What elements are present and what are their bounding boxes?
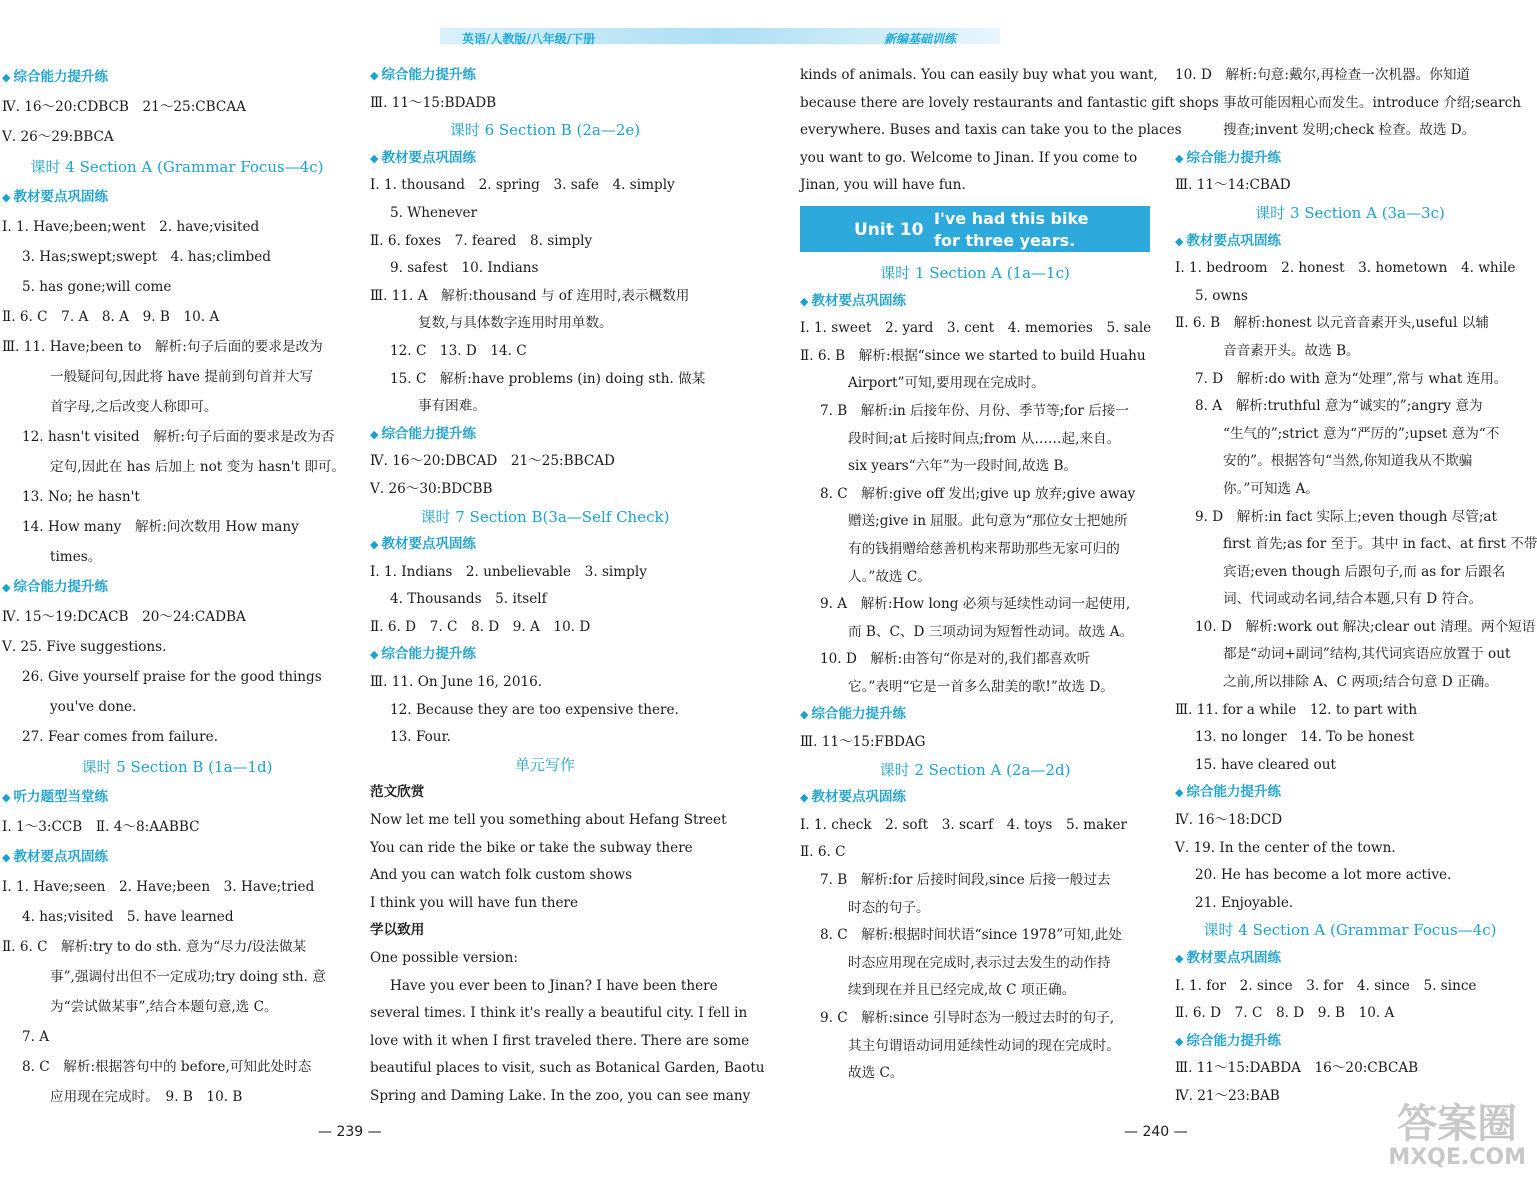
- answer-line: Ⅴ. 26～30:BDCBB: [370, 480, 493, 497]
- answer-line: 9. safest 10. Indians: [390, 260, 539, 277]
- diamond-icon: ◆: [370, 648, 379, 662]
- essay-line: beautiful places to visit, such as Botanical Garden, Baotu: [370, 1060, 765, 1077]
- diamond-icon: ◆: [370, 427, 379, 441]
- answer-column-1: [2, 62, 352, 1112]
- answer-line: Ⅱ. 6. D 7. C 8. D 9. B 10. A: [1175, 1005, 1395, 1022]
- diamond-icon: ◆: [800, 294, 809, 308]
- unit-title-line-1: I've had this bike: [934, 208, 1089, 228]
- lesson-heading: 课时 6 Section B (2a—2e): [449, 121, 641, 140]
- answer-line: Ⅰ. 1～3:CCB Ⅱ. 4～8:AABBC: [2, 819, 200, 835]
- section-heading: 综合能力提升练: [13, 579, 108, 595]
- unit-label: Unit 10: [854, 219, 924, 240]
- series-title: 新编基础训练: [884, 32, 957, 46]
- answer-line: 音音素开头。故选 B。: [1223, 342, 1360, 359]
- answer-line: 之前,所以排除 A、C 两项;结合句意 D 正确。: [1223, 674, 1498, 691]
- answer-line: Ⅱ. 6. D 7. C 8. D 9. A 10. D: [370, 618, 591, 635]
- section-heading: 教材要点巩固练: [13, 849, 108, 865]
- answer-line: 5. owns: [1195, 287, 1248, 304]
- answer-line: Ⅲ. 11. Have;been to 解析:句子后面的要求是改为: [2, 339, 323, 355]
- section-heading: 综合能力提升练: [1186, 149, 1281, 166]
- section-heading: 教材要点巩固练: [13, 189, 108, 205]
- answer-line: 都是“动词+副词”结构,其代词宾语应放置于 out: [1223, 646, 1511, 663]
- answer-line: 8. A 解析:truthful 意为“诚实的”;angry 意为: [1195, 398, 1483, 415]
- answer-line: 5. has gone;will come: [22, 279, 172, 295]
- answer-line: Ⅰ. 1. thousand 2. spring 3. safe 4. simply: [370, 177, 675, 194]
- section-heading: 综合能力提升练: [381, 646, 476, 663]
- answer-line: 12. C 13. D 14. C: [390, 342, 527, 359]
- answer-line: 15. C 解析:have problems (in) doing sth. 做某: [390, 370, 706, 387]
- answer-line: 10. D 解析:句意:戴尔,再检查一次机器。你知道: [1175, 67, 1471, 83]
- answer-line: 7. B 解析:for 后接时间段,since 后接一般过去: [820, 872, 1111, 889]
- answer-line: 时态应用现在完成时,表示过去发生的动作持: [848, 954, 1111, 971]
- answer-line: Ⅳ. 16～20:DBCAD 21～25:BBCAD: [370, 453, 615, 470]
- answer-line: 而 B、C、D 三项动词为短暂性动词。故选 A。: [848, 623, 1134, 640]
- answer-line: 26. Give yourself praise for the good things: [22, 669, 322, 685]
- answer-line: six years“六年”为一段时间,故选 B。: [848, 458, 1078, 475]
- essay-line: I think you will have fun there: [370, 894, 579, 911]
- answer-line: 9. C 解析:since 引导时态为一般过去时的句子,: [820, 1010, 1115, 1026]
- section-heading: 教材要点巩固练: [811, 789, 906, 806]
- answer-line: Ⅰ. 1. Indians 2. unbelievable 3. simply: [370, 563, 647, 580]
- answer-line: 事”,强调付出但不一定成功;try doing sth. 意: [50, 969, 326, 985]
- essay-line: because there are lovely restaurants and fantastic gift shops: [800, 94, 1219, 111]
- diamond-icon: ◆: [1175, 234, 1184, 248]
- answer-line: Ⅰ. 1. sweet 2. yard 3. cent 4. memories 5. sale: [800, 320, 1152, 337]
- answer-line: 4. Thousands 5. itself: [390, 591, 547, 608]
- lesson-heading: 课时 4 Section A (Grammar Focus—4c): [30, 158, 324, 176]
- answer-line: 9. A 解析:How long 必须与延续性动词一起使用,: [820, 596, 1131, 613]
- answer-line: Ⅰ. 1. Have;seen 2. Have;been 3. Have;tried: [2, 879, 315, 895]
- answer-line: Airport”可知,要用现在完成时。: [848, 375, 1045, 392]
- answer-line: 5. Whenever: [390, 204, 478, 221]
- subheading: 范文欣赏: [370, 784, 425, 801]
- essay-line: Now let me tell you something about Hefang Street: [370, 812, 727, 829]
- answer-line: Ⅲ. 11～14:CBAD: [1175, 177, 1291, 194]
- diamond-icon: ◆: [2, 791, 11, 804]
- lesson-heading: 课时 3 Section A (3a—3c): [1255, 203, 1445, 222]
- answer-line: Ⅳ. 16～18:DCD: [1175, 812, 1283, 829]
- answer-line: you've done.: [50, 699, 137, 715]
- answer-line: 13. Four.: [390, 729, 451, 746]
- essay-line: Have you ever been to Jinan? I have been there: [390, 977, 718, 994]
- answer-line: 27. Fear comes from failure.: [22, 729, 219, 745]
- section-heading: 听力题型当堂练: [13, 789, 108, 805]
- answer-line: 7. D 解析:do with 意为“处理”,常与 what 连用。: [1195, 370, 1508, 387]
- essay-line: love with it when I first traveled there. There are some: [370, 1032, 750, 1049]
- answer-line: Ⅱ. 6. C 解析:try to do sth. 意为“尽力/设法做某: [2, 939, 307, 955]
- answer-line: first 首先;as for 至于。其中 in fact、at first 不带: [1223, 536, 1537, 553]
- answer-line: 4. has;visited 5. have learned: [22, 909, 234, 925]
- essay-line: several times. I think it's really a beautiful city. I fell in: [370, 1005, 748, 1022]
- answer-line: 它。”表明“它是一首多么甜美的歌!”故选 D。: [848, 678, 1114, 695]
- diamond-icon: ◆: [2, 71, 11, 84]
- answer-line: 你。”可知选 A。: [1223, 480, 1319, 497]
- book-title: 英语/人教版/八年级/下册: [462, 32, 596, 46]
- section-heading: 综合能力提升练: [13, 69, 108, 85]
- answer-line: Ⅲ. 11. for a while 12. to part with: [1175, 701, 1418, 718]
- diamond-icon: ◆: [1175, 952, 1184, 965]
- unit-banner: [800, 206, 1150, 252]
- answer-line: Ⅱ. 6. B 解析:根据“since we started to build Huahu: [800, 347, 1146, 364]
- lesson-heading: 课时 5 Section B (1a—1d): [81, 758, 273, 776]
- answer-line: 宾语;even though 后跟句子,而 as for 后跟名: [1223, 563, 1506, 580]
- essay-line: You can ride the bike or take the subway there: [370, 839, 693, 856]
- lesson-heading: 课时 7 Section B(3a—Self Check): [420, 507, 670, 526]
- diamond-icon: ◆: [1175, 786, 1184, 800]
- page-number-right: — 240 —: [1124, 1124, 1188, 1140]
- answer-line: 赠送;give in 屈服。此句意为“那位女士把她所: [848, 513, 1128, 530]
- lesson-heading: 课时 1 Section A (1a—1c): [880, 263, 1070, 282]
- answer-line: 时态的句子。: [848, 899, 930, 916]
- essay-line: everywhere. Buses and taxis can take you to the places: [800, 122, 1182, 139]
- watermark-logo: 答案圈: [1397, 1101, 1518, 1147]
- section-heading: 综合能力提升练: [1186, 1032, 1281, 1049]
- answer-column-2: [370, 62, 765, 1111]
- answer-line: 3. Has;swept;swept 4. has;climbed: [22, 249, 271, 265]
- answer-line: 应用现在完成时。 9. B 10. B: [50, 1089, 243, 1105]
- answer-line: Ⅱ. 6. foxes 7. feared 8. simply: [370, 232, 593, 249]
- answer-column-4: [1175, 62, 1537, 1111]
- section-heading: 综合能力提升练: [381, 67, 476, 83]
- answer-line: 14. How many 解析:问次数用 How many: [22, 519, 299, 535]
- answer-line: Ⅳ. 21～23:BAB: [1175, 1087, 1280, 1104]
- diamond-icon: ◆: [800, 791, 809, 805]
- answer-line: 为“尝试做某事”,结合本题句意,选 C。: [50, 999, 278, 1015]
- answer-line: Ⅳ. 16～20:CDBCB 21～25:CBCAA: [2, 99, 246, 115]
- answer-line: 事故可能因粗心而发生。introduce 介绍;search: [1223, 94, 1521, 111]
- essay-line: Spring and Daming Lake. In the zoo, you can see many: [370, 1087, 751, 1104]
- essay-line: Jinan, you will have fun.: [800, 177, 966, 194]
- answer-line: 段时间;at 后接时间点;from 从……起,来自。: [848, 430, 1121, 447]
- section-heading: 综合能力提升练: [381, 425, 476, 442]
- answer-line: 13. no longer 14. To be honest: [1195, 729, 1415, 746]
- section-heading: 教材要点巩固练: [381, 536, 476, 553]
- page-number-left: — 239 —: [318, 1124, 382, 1140]
- answer-line: 安的”。根据答句“当然,你知道我从不欺骗: [1223, 453, 1473, 470]
- answer-line: Ⅰ. 1. for 2. since 3. for 4. since 5. since: [1175, 977, 1477, 994]
- diamond-icon: ◆: [1175, 1034, 1184, 1048]
- answer-line: 故选 C。: [848, 1065, 904, 1082]
- answer-line: 复数,与具体数字连用时用单数。: [418, 315, 613, 332]
- answer-line: 其主句谓语动词用延续性动词的现在完成时。: [848, 1037, 1120, 1054]
- answer-line: 词、代词或动名词,结合本题,只有 D 符合。: [1223, 591, 1483, 608]
- essay-line: One possible version:: [370, 950, 518, 966]
- answer-line: 续到现在并且已经完成,故 C 项正确。: [848, 982, 1076, 999]
- essay-line: And you can watch folk custom shows: [370, 867, 633, 884]
- section-heading: 综合能力提升练: [1186, 784, 1281, 801]
- answer-line: Ⅲ. 11. A 解析:thousand 与 of 连用时,表示概数用: [370, 287, 690, 304]
- lesson-heading: 课时 2 Section A (2a—2d): [879, 760, 1071, 779]
- diamond-icon: ◆: [370, 151, 379, 165]
- answer-line: Ⅱ. 6. B 解析:honest 以元音音素开头,useful 以辅: [1175, 315, 1489, 332]
- diamond-icon: ◆: [370, 69, 379, 82]
- section-heading: 教材要点巩固练: [381, 149, 476, 166]
- diamond-icon: ◆: [2, 851, 11, 864]
- answer-line: 7. B 解析:in 后接年份、月份、季节等;for 后接一: [820, 402, 1129, 419]
- answer-line: 8. C 解析:根据答句中的 before,可知此处时态: [22, 1059, 312, 1075]
- diamond-icon: ◆: [2, 581, 11, 594]
- answer-line: “生气的”;strict 意为“严厉的”;upset 意为“不: [1223, 425, 1500, 442]
- watermark: [1388, 1102, 1526, 1170]
- answer-line: 20. He has become a lot more active.: [1195, 867, 1452, 884]
- diamond-icon: ◆: [370, 538, 379, 552]
- unit-title-line-2: for three years.: [934, 230, 1076, 250]
- answer-line: 13. No; he hasn't: [22, 489, 140, 505]
- lesson-heading: 单元写作: [514, 755, 575, 774]
- answer-line: 15. have cleared out: [1195, 756, 1336, 773]
- answer-line: 一般疑问句,因此将 have 提前到句首并大写: [50, 369, 314, 385]
- answer-line: 7. A: [22, 1029, 50, 1045]
- answer-column-3: [800, 62, 1219, 1088]
- answer-line: Ⅳ. 15～19:DCACB 20～24:CADBA: [2, 609, 246, 625]
- diamond-icon: ◆: [800, 708, 809, 722]
- essay-line: kinds of animals. You can easily buy what you want,: [800, 67, 1158, 83]
- answer-line: Ⅰ. 1. bedroom 2. honest 3. hometown 4. while: [1175, 260, 1516, 277]
- section-heading: 教材要点巩固练: [811, 292, 906, 309]
- answer-line: 10. D 解析:work out 解决;clear out 清理。两个短语: [1195, 618, 1536, 635]
- answer-line: Ⅲ. 11～15:BDADB: [370, 94, 497, 111]
- answer-line: Ⅲ. 11～15:FBDAG: [800, 734, 926, 751]
- section-heading: 综合能力提升练: [811, 706, 906, 723]
- answer-line: Ⅴ. 26～29:BBCA: [2, 129, 114, 145]
- subheading: 学以致用: [370, 922, 425, 939]
- answer-line: Ⅲ. 11～15:DABDA 16～20:CBCAB: [1175, 1060, 1419, 1077]
- answer-line: 有的钱捐赠给慈善机构来帮助那些无家可归的: [848, 540, 1120, 557]
- answer-line: Ⅴ. 19. In the center of the town.: [1175, 839, 1396, 856]
- answer-line: 搜查;invent 发明;check 检查。故选 D。: [1223, 122, 1476, 139]
- answer-line: 人。”故选 C。: [848, 568, 931, 585]
- answer-line: 12. Because they are too expensive there.: [390, 701, 679, 718]
- answer-line: 8. C 解析:根据时间状语“since 1978”可知,此处: [820, 927, 1122, 944]
- answer-line: 9. D 解析:in fact 实际上;even though 尽管;at: [1195, 508, 1497, 525]
- lesson-heading: 课时 4 Section A (Grammar Focus—4c): [1203, 921, 1497, 940]
- answer-line: times。: [50, 549, 102, 565]
- answer-line: 10. D 解析:由答句“你是对的,我们都喜欢听: [820, 651, 1091, 668]
- answer-line: 定句,因此在 has 后加上 not 变为 hasn't 即可。: [50, 459, 345, 475]
- section-heading: 教材要点巩固练: [1186, 950, 1281, 966]
- answer-line: 首字母,之后改变人称即可。: [50, 399, 218, 415]
- answer-line: Ⅰ. 1. check 2. soft 3. scarf 4. toys 5. maker: [800, 816, 1128, 833]
- answer-line: 8. C 解析:give off 发出;give up 放弃;give away: [820, 485, 1136, 502]
- answer-line: Ⅱ. 6. C: [800, 844, 846, 861]
- diamond-icon: ◆: [1175, 151, 1184, 165]
- answer-line: 21. Enjoyable.: [1195, 894, 1294, 911]
- section-heading: 教材要点巩固练: [1186, 232, 1281, 249]
- answer-line: 12. hasn't visited 解析:句子后面的要求是改为否: [22, 429, 335, 445]
- essay-line: you want to go. Welcome to Jinan. If you come to: [800, 149, 1138, 166]
- answer-line: 事有困难。: [418, 398, 486, 415]
- answer-line: Ⅴ. 25. Five suggestions.: [2, 639, 167, 655]
- answer-line: Ⅲ. 11. On June 16, 2016.: [370, 674, 543, 691]
- answer-line: Ⅱ. 6. C 7. A 8. A 9. B 10. A: [2, 309, 220, 325]
- diamond-icon: ◆: [2, 191, 11, 204]
- watermark-url: MXQE.COM: [1388, 1145, 1526, 1170]
- answer-line: Ⅰ. 1. Have;been;went 2. have;visited: [2, 219, 260, 235]
